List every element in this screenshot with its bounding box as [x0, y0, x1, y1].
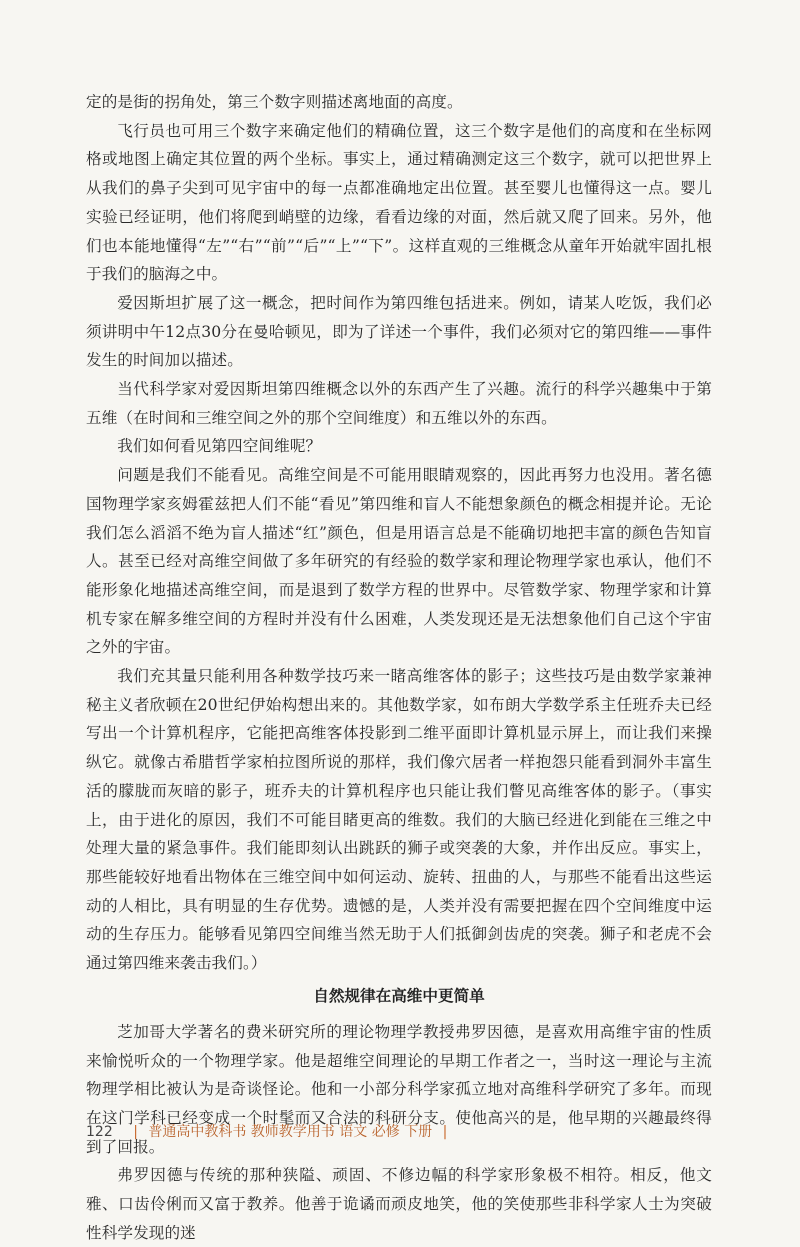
paragraph-shadows: 我们充其量只能利用各种数学技巧来一睹高维客体的影子；这些技巧是由数学家兼神秘主义者欣顿在20世纪伊始构想出来的。其他数学家，如布朗大学数学系主任班乔夫已经写出一个计算机程序，它能把高维客体投影到二维平面即计算机显示屏上，而让我们来操纵它。就像古希腊哲学家柏拉图所说的那样，我们像穴居者一样抱怨只能看到洞外丰富生活的朦胧而灰暗的影子，班乔夫的计算机程序也只能让我们瞥见高维客体的影子。（事实上，由于进化的原因，我们不可能目睹更高的维数。我们的大脑已经进化到能在三维之中处理大量的紧急事件。我们能即刻认出跳跃的狮子或突袭的大象，并作出反应。事实上，那些能较好地看出物体在三维空间中如何运动、旋转、扭曲的人，与那些不能看出这些运动的人相比，具有明显的生存优势。遗憾的是，人类并没有需要把握在四个空间维度中运动的生存压力。能够看见第四空间维当然无助于人们抵御剑齿虎的突袭。狮子和老虎不会通过第四维来袭击我们。）: [86, 667, 712, 973]
book-series-title: 普通高中教科书 教师教学用书 语文 必修 下册: [148, 1124, 433, 1140]
paragraph-freund: 芝加哥大学著名的费米研究所的理论物理学教授弗罗因德，是喜欢用高维宇宙的性质来愉悦听众的一个物理学家。他是超维空间理论的早期工作者之一，当时这一理论与主流物理学相比被认为是奇谈怪论。他和一小部分科学家孤立地对高维科学研究了多年。而现在这门学科已经变成一个时髦而又合法的科研分支。使他高兴的是，他早期的兴趣最终得到了回报。: [86, 1022, 712, 1156]
paragraph-question: 我们如何看见第四空间维呢？: [117, 437, 322, 456]
paragraph-cannot-see: 问题是我们不能看见。高维空间是不可能用眼睛观察的，因此再努力也没用。著名德国物理学家亥姆霍兹把人们不能“看见”第四维和盲人不能想象颜色的概念相提并论。无论我们怎么滔滔不绝为盲人描述“红”颜色，但是用语言总是不能确切地把丰富的颜色告知盲人。甚至已经对高维空间做了多年研究的有经验的数学家和理论物理学家也承认，他们不能形象化地描述高维空间，而是退到了数学方程的世界中。尽管数学家、物理学家和计算机专家在解多维空间的方程时并没有什么困难，人类发现还是无法想象他们自己这个宇宙之外的宇宙。: [86, 466, 712, 657]
page-number: 122: [86, 1124, 113, 1140]
paragraph-fifth-dimension: 当代科学家对爱因斯坦第四维概念以外的东西产生了兴趣。流行的科学兴趣集中于第五维（在时间和三维空间之外的那个空间维度）和五维以外的东西。: [86, 380, 712, 427]
footer-separator: |: [133, 1124, 138, 1140]
footer-separator-end: |: [442, 1124, 448, 1140]
paragraph-pilot: 飞行员也可用三个数字来确定他们的精确位置，这三个数字是他们的高度和在坐标网格或地图上确定其位置的两个坐标。事实上，通过精确测定这三个数字，就可以把世界上从我们的鼻子尖到可见宇宙中的每一点都准确地定出位置。甚至婴儿也懂得这一点。婴儿实验已经证明，他们将爬到峭壁的边缘，看看边缘的对面，然后就又爬了回来。另外，他们也本能地懂得“左”“右”“前”“后”“上”“下”。这样直观的三维概念从童年开始就牢固扎根于我们的脑海之中。: [86, 121, 712, 284]
paragraph-continued: 定的是街的拐角处，第三个数字则描述离地面的高度。: [86, 93, 463, 111]
page-footer: [86, 1121, 453, 1143]
section-title: 自然规律在高维中更简单: [313, 986, 485, 1005]
paragraph-einstein: 爱因斯坦扩展了这一概念，把时间作为第四维包括进来。例如，请某人吃饭，我们必须讲明中午12点30分在曼哈顿见，即为了详述一个事件，我们必须对它的第四维——事件发生的时间加以描述。: [86, 293, 712, 370]
page-body: [86, 88, 712, 1247]
paragraph-freund-character: 弗罗因德与传统的那种狭隘、顽固、不修边幅的科学家形象极不相符。相反，他文雅、口齿伶俐而又富于教养。他善于诡谲而顽皮地笑，他的笑使那些非科学家人士为突破性科学发现的迷: [86, 1166, 712, 1242]
